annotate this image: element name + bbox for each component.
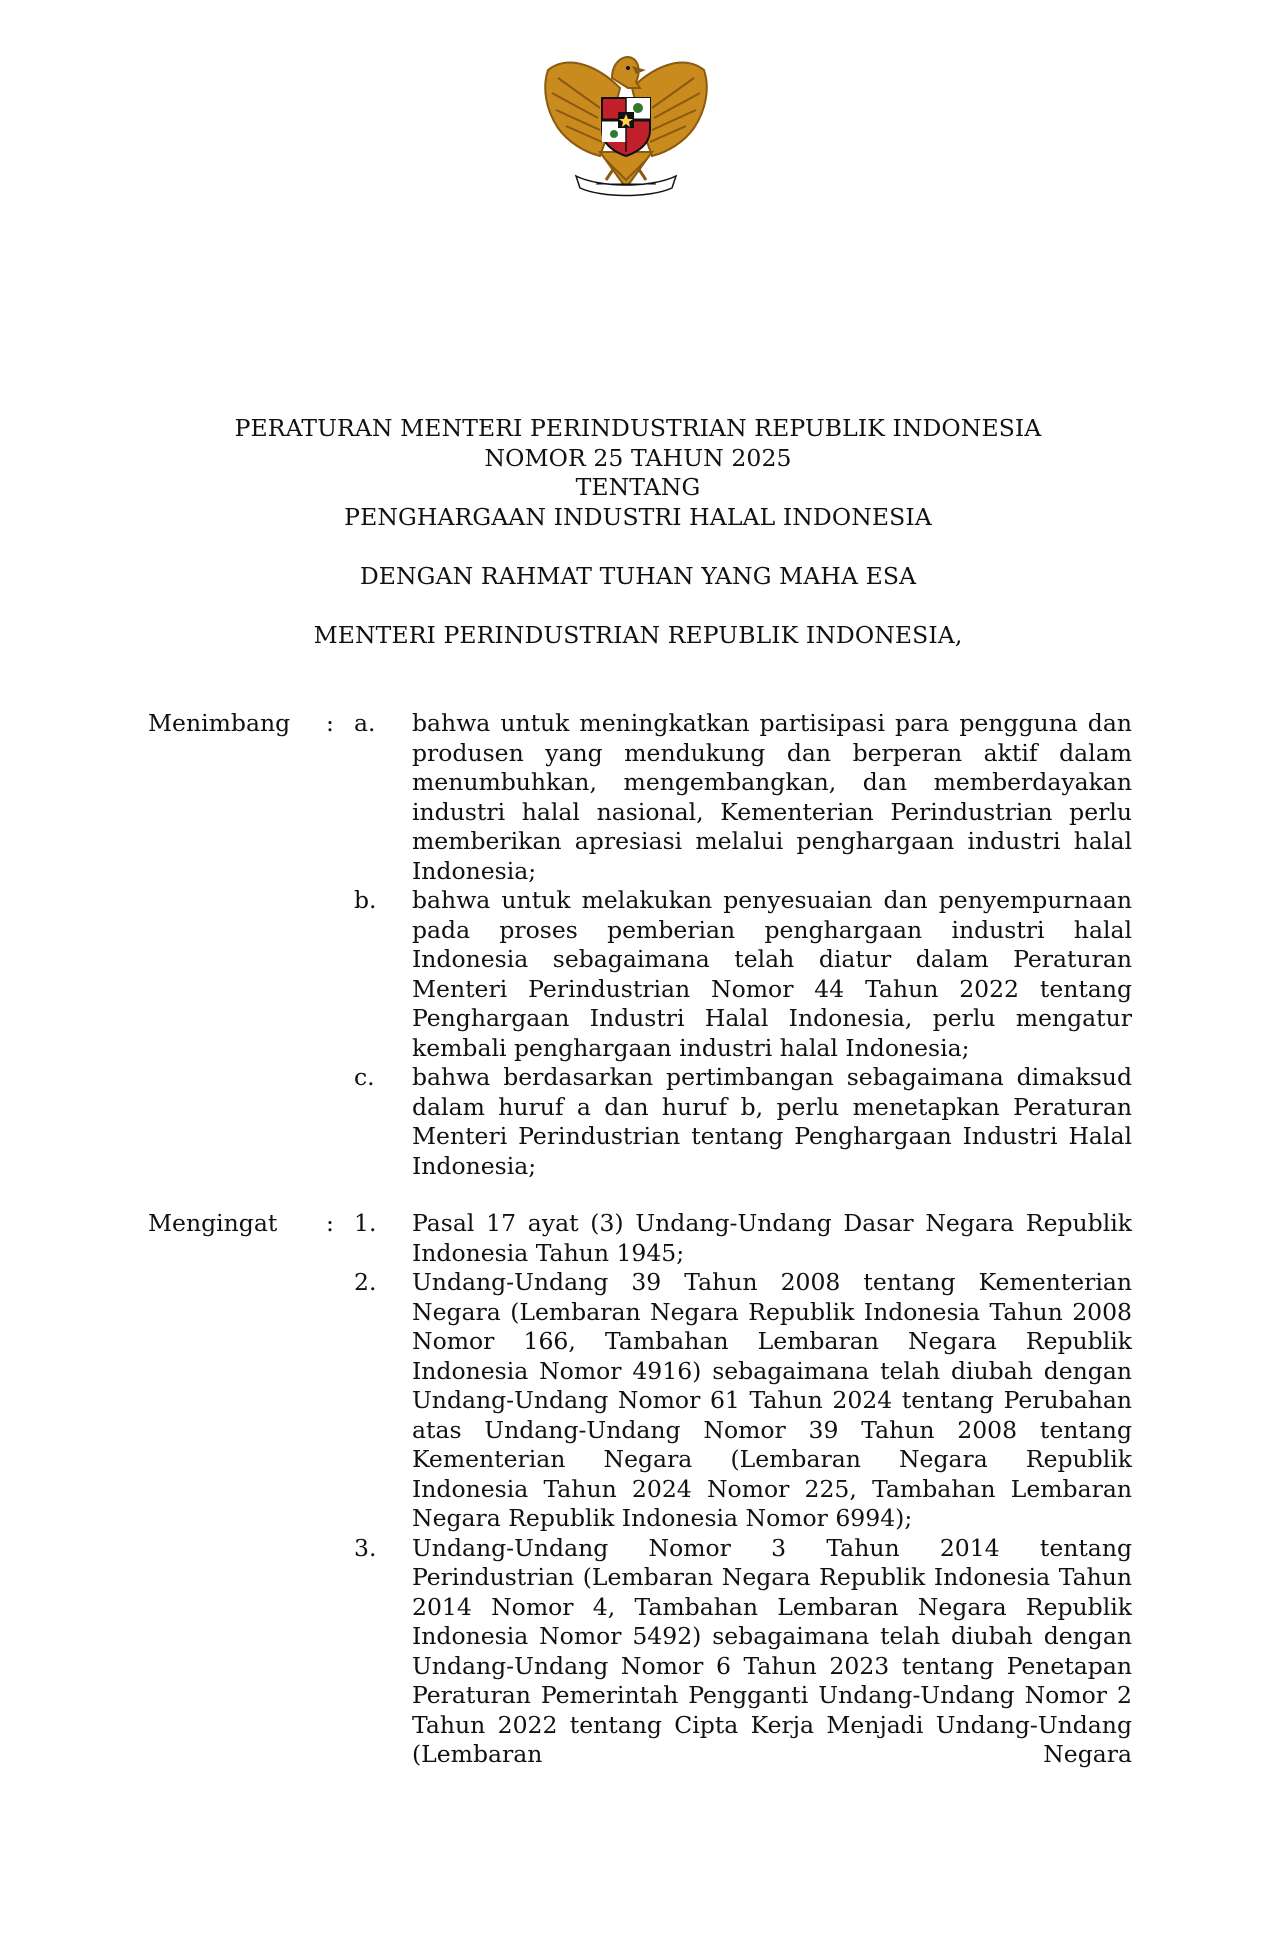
item-marker: b. <box>354 886 377 914</box>
item-text: Undang-Undang 39 Tahun 2008 tentang Kementerian Negara (Lembaran Negara Republik Indonesia Tahun 2008 Nomor 166, Tambahan Lembaran Negara Republik Indonesia Nomor 4916) sebagaimana telah diubah dengan Undang-Undang Nomor 61 Tahun 2024 tentang Perubahan atas Undang-Undang Nomor 39 Tahun 2008 tentang Kementerian Negara (Lembaran Negara Republik Indonesia Tahun 2024 Nomor 225, Tambahan Lembaran Negara Republik Indonesia Nomor 6994); <box>412 1268 1132 1532</box>
title-line-4: PENGHARGAAN INDUSTRI HALAL INDONESIA <box>344 502 932 531</box>
invocation: DENGAN RAHMAT TUHAN YANG MAHA ESA <box>359 562 917 590</box>
menimbang-item-b <box>0 886 1276 1063</box>
menimbang-label: Menimbang <box>148 709 291 737</box>
item-marker: 2. <box>354 1268 377 1296</box>
garuda-emblem-icon <box>540 48 712 200</box>
title-line-2: NOMOR 25 TAHUN 2025 <box>484 443 792 472</box>
menimbang-colon: : <box>326 709 334 737</box>
mengingat-item-2 <box>0 1268 1276 1534</box>
regulation-title <box>0 414 1276 532</box>
mengingat-item-1 <box>0 1209 1276 1268</box>
mengingat-item-3 <box>0 1534 1276 1770</box>
menimbang-item-c <box>0 1063 1276 1181</box>
item-marker: 3. <box>354 1533 377 1562</box>
title-line-1: PERATURAN MENTERI PERINDUSTRIAN REPUBLIK INDONESIA <box>234 414 1042 442</box>
item-marker: a. <box>354 709 376 737</box>
enacting-authority: MENTERI PERINDUSTRIAN REPUBLIK INDONESIA, <box>313 621 963 649</box>
item-text: bahwa untuk meningkatkan partisipasi para pengguna dan produsen yang mendukung dan berperan aktif dalam menumbuhkan, mengembangkan, dan memberdayakan industri halal nasional, Kementerian Perindustrian perlu memberikan apresiasi melalui penghargaan industri halal Indonesia; <box>412 709 1132 885</box>
item-text: Undang-Undang Nomor 3 Tahun 2014 tentang Perindustrian (Lembaran Negara Republik Indonesia Tahun 2014 Nomor 4, Tambahan Lembaran Negara Republik Indonesia Nomor 5492) sebagaimana telah diubah dengan Undang-Undang Nomor 6 Tahun 2023 tentang Penetapan Peraturan Pemerintah Pengganti Undang-Undang Nomor 2 Tahun 2022 tentang Cipta Kerja Menjadi Undang-Undang (Lembaran Negara <box>412 1533 1132 1768</box>
item-text: bahwa untuk melakukan penyesuaian dan penyempurnaan pada proses pemberian penghargaan industri halal Indonesia sebagaimana telah diatur dalam Peraturan Menteri Perindustrian Nomor 44 Tahun 2022 tentang Penghargaan Industri Halal Indonesia, perlu mengatur kembali penghargaan industri halal Indonesia; <box>412 886 1132 1062</box>
item-text: Pasal 17 ayat (3) Undang-Undang Dasar Negara Republik Indonesia Tahun 1945; <box>412 1209 1132 1267</box>
item-text: bahwa berdasarkan pertimbangan sebagaimana dimaksud dalam huruf a dan huruf b, perlu menetapkan Peraturan Menteri Perindustrian tentang Penghargaan Industri Halal Indonesia; <box>412 1063 1132 1180</box>
mengingat-label: Mengingat <box>148 1209 278 1237</box>
item-marker: 1. <box>354 1209 377 1237</box>
item-marker: c. <box>354 1063 375 1091</box>
menimbang-item-a <box>0 709 1276 886</box>
mengingat-section <box>0 1209 1276 1770</box>
menimbang-section <box>0 709 1276 1181</box>
title-line-3: TENTANG <box>575 473 701 501</box>
mengingat-colon: : <box>326 1209 334 1237</box>
